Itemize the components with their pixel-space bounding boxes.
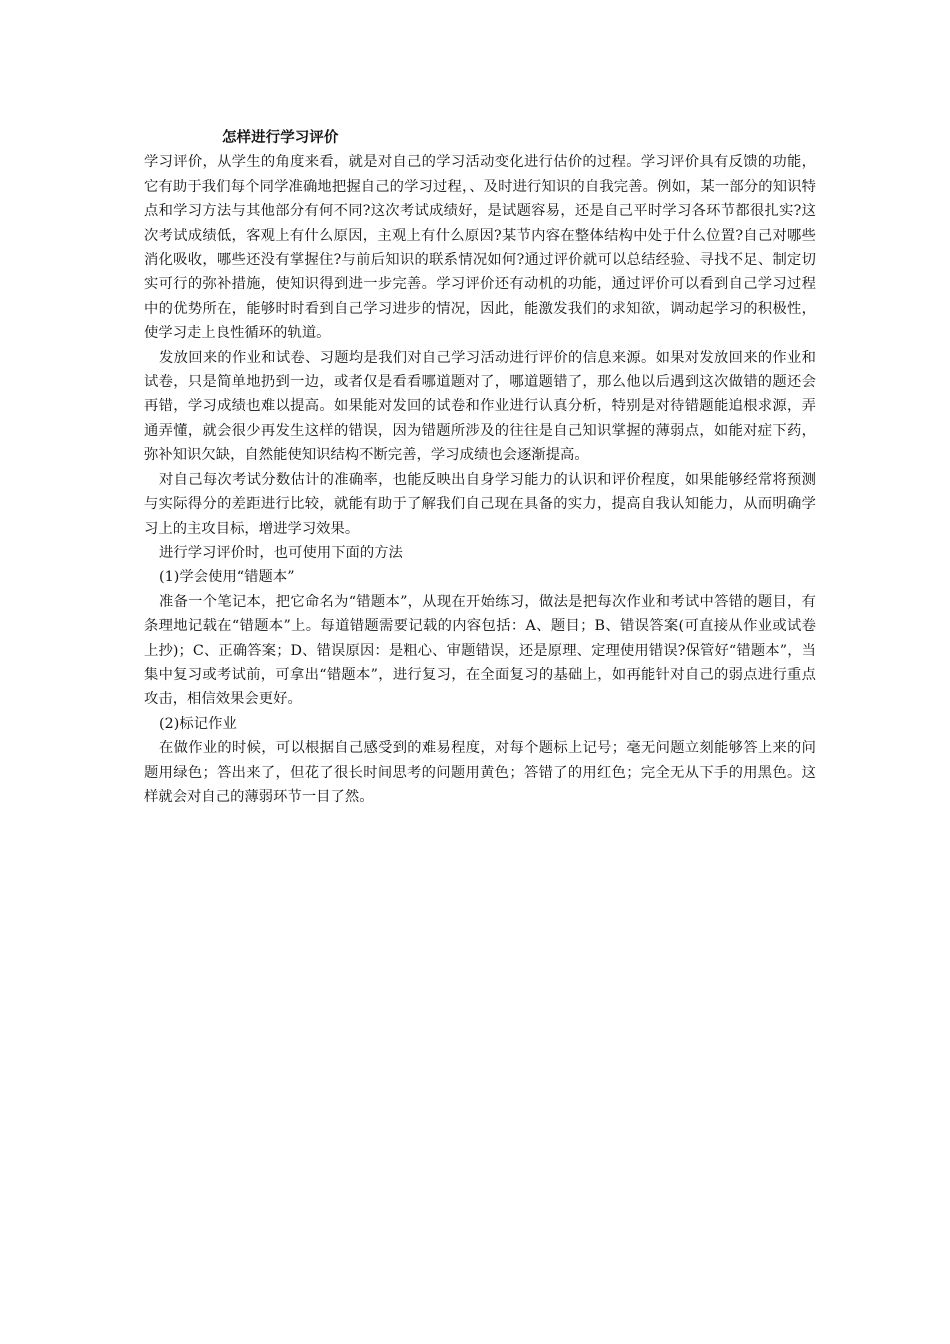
method2-heading: (2)标记作业 [159,715,237,732]
document-body [144,126,816,809]
paragraph-homework-feedback: 发放回来的作业和试卷、习题均是我们对自己学习活动进行评价的信息来源。如果对发放回来的作业和试卷，只是简单地扔到一边，或者仅是看看哪道题对了，哪道题错了，那么他以后遇到这次做错的题还会再错，学习成绩也难以提高。如果能对发回的试卷和作业进行认真分析，特别是对待错题能追根求源，弄通弄懂，就会很少再发生这样的错误，因为错题所涉及的往往是自己知识掌握的薄弱点，如能对症下药，弥补知识欠缺，自然能使知识结构不断完善，学习成绩也会逐渐提高。 [144,349,816,464]
paragraph-methods-intro: 进行学习评价时，也可使用下面的方法 [159,544,403,561]
paragraph-score-estimation: 对自己每次考试分数估计的准确率，也能反映出自身学习能力的认识和评价程度，如果能够经常将预测与实际得分的差距进行比较，就能有助于了解我们自己现在具备的实力，提高自我认知能力，从而明确学习上的主攻目标，增进学习效果。 [144,471,816,537]
method1-heading: (1)学会使用“错题本” [159,569,295,586]
method1-body: 准备一个笔记本，把它命名为“错题本”，从现在开始练习，做法是把每次作业和考试中答错的题目，有条理地记载在“错题本”上。每道错题需要记载的内容包括：A、题目；B、错误答案(可直接从作业或试卷上抄)；C、正确答案；D、错误原因：是粗心、审题错误，还是原理、定理使用错误?保管好“错题本”，当集中复习或考试前，可拿出“错题本”，进行复习，在全面复习的基础上，如再能针对自己的弱点进行重点攻击，相信效果会更好。 [144,593,816,708]
method2-body: 在做作业的时候，可以根据自己感受到的难易程度，对每个题标上记号；毫无问题立刻能够答上来的问题用绿色；答出来了，但花了很长时间思考的问题用黄色；答错了的用红色；完全无从下手的用黑色。这样就会对自己的薄弱环节一目了然。 [144,740,816,805]
document-title: 怎样进行学习评价 [222,129,339,146]
paragraph-intro: 学习评价，从学生的角度来看，就是对自己的学习活动变化进行估价的过程。学习评价具有反馈的功能，它有助于我们每个同学准确地把握自己的学习过程，、及时进行知识的自我完善。例如，某一部分的知识特点和学习方法与其他部分有何不同?这次考试成绩好，是试题容易，还是自己平时学习各环节都很扎实?这次考试成绩低，客观上有什么原因，主观上有什么原因?某节内容在整体结构中处于什么位置?自己对哪些消化吸收，哪些还没有掌握住?与前后知识的联系情况如何?通过评价就可以总结经验、寻找不足、制定切实可行的弥补措施，使知识得到进一步完善。学习评价还有动机的功能，通过评价可以看到自己学习过程中的优势所在，能够时时看到自己学习进步的情况，因此，能激发我们的求知欲，调动起学习的积极性，使学习走上良性循环的轨道。 [144,154,816,342]
